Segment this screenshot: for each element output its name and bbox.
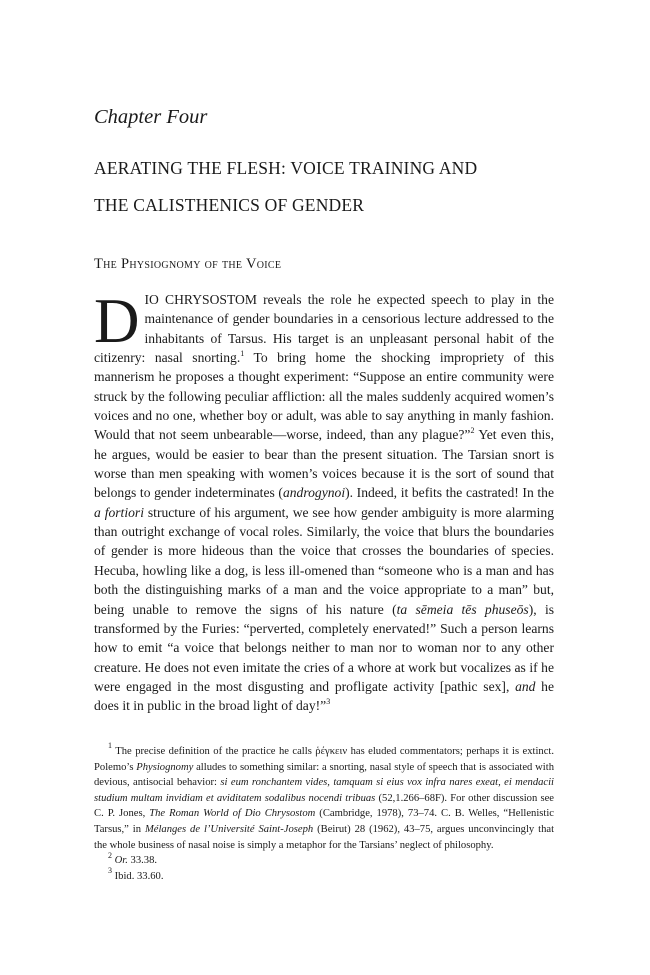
footnote-ref-3: 3 xyxy=(326,696,331,706)
chapter-title-line-1: AERATING THE FLESH: VOICE TRAINING AND xyxy=(94,158,478,178)
footnote-text: (52,1.266–68F). For other discussion see C. P. Jones, xyxy=(94,792,555,820)
footnote-1-mark: 1 xyxy=(108,741,112,751)
term-a-fortiori: a fortiori xyxy=(94,504,144,520)
footnote-text: Ibid. 33.60. xyxy=(112,870,164,882)
chapter-title xyxy=(94,150,564,224)
footnote-text: The precise definition of the practice he calls xyxy=(112,746,316,757)
footnote-ref-1: 1 xyxy=(240,348,245,358)
body-segment: he does it in public in the broad light of day!” xyxy=(94,678,554,714)
body-segment: IO CHRYSOSTOM reveals the role he expected speech to play in the maintenance of gender boundaries in a censorious lecture addressed to the inhabitants of Tarsus. His target is an unpleasant personal habit of the citizenry: nasal snorting. xyxy=(94,292,554,366)
title-physiognomy: Physiognomy xyxy=(136,761,194,773)
greek-term: ῥέγκειν xyxy=(315,746,348,757)
footnote-1 xyxy=(94,741,555,853)
term-and: and xyxy=(515,678,536,694)
term-ta-semeia: ta sēmeia tēs phuseōs xyxy=(396,601,529,617)
body-segment: Yet even this, he argues, would be easier to bear than the present situation. The Tarsian snort is worse than men speaking with women’s voices because it is the sort of sound that belongs to gender indeterminates ( xyxy=(94,427,554,501)
footnote-text: 33.38. xyxy=(127,855,158,867)
section-heading: The Physiognomy of the Voice xyxy=(94,256,282,272)
chapter-label: Chapter Four xyxy=(94,106,208,128)
body-text xyxy=(94,286,555,716)
footnote-text: alludes to something similar: a snorting, nasal style of speech that is associated with devious, antisocial behavior: xyxy=(94,761,554,789)
footnotes xyxy=(94,741,555,884)
body-segment: To bring home the shocking impropriety of this mannerism he proposes a thought experiment: “Suppose an entire community were struck by the following peculiar affliction: all the males suddenly acquired women’s voices and no one, whether boy or adult, was able to say anything in manly fashion. Would that not seem unbearable—worse, indeed, than any plague?” xyxy=(94,350,554,443)
footnote-text: has eluded commentators; perhaps it is extinct. Polemo’s xyxy=(94,746,555,773)
abbrev-or: Or. xyxy=(114,855,128,867)
drop-cap: D xyxy=(94,286,140,356)
footnote-2 xyxy=(94,850,554,869)
body-paragraph xyxy=(94,286,555,716)
footnote-ref-2: 2 xyxy=(470,425,475,435)
latin-quote: si eum ronchantem vides, tamquam si eius vox infra nares exeat, ei mendacii studium multam invidiam et aviditatem sodalibus nocendi tribuas xyxy=(94,777,555,804)
footnote-3 xyxy=(94,866,554,885)
body-segment: ), is transformed by the Furies: “perverted, completely enervated!” Such a person learns how to emit “a voice that belongs neither to man nor to woman nor to any other creature. He does not even imitate the cries of a whore at work but vocalizes as if he were engaged in the most disgusting and profligate activity [pathic sex], xyxy=(94,601,555,694)
chapter-title-line-2: THE CALISTHENICS OF GENDER xyxy=(94,195,365,215)
term-androgynoi: androgynoi xyxy=(282,485,346,501)
footnote-text: (Beirut) 28 (1962), 43–75, argues unconvincingly that the whole business of nasal noise is simply a metaphor for the Tarsians’ neglect of philosophy. xyxy=(94,823,555,851)
footnote-text: (Cambridge, 1978), 73–74. C. B. Welles, “Hellenistic Tarsus,” in xyxy=(94,808,555,835)
footnote-3-mark: 3 xyxy=(108,866,112,876)
body-segment: structure of his argument, we see how gender ambiguity is more alarming than outright exchange of vocal roles. Similarly, the voice that blurs the boundaries of gender is more hideous than the voice that crosses the boundaries of species. Hecuba, howling like a dog, is less ill-omened than “someone who is a man and has both the distinguishing marks of a man and the voice appropriate to a man” but, being unable to remove the signs of his nature ( xyxy=(94,504,554,617)
body-segment: ). Indeed, it befits the castrated! In the xyxy=(345,485,554,501)
title-melanges: Mélanges de l’Université Saint-Joseph xyxy=(144,823,314,835)
title-roman-world: The Roman World of Dio Chrysostom xyxy=(149,808,316,820)
footnote-2-mark: 2 xyxy=(108,850,112,860)
